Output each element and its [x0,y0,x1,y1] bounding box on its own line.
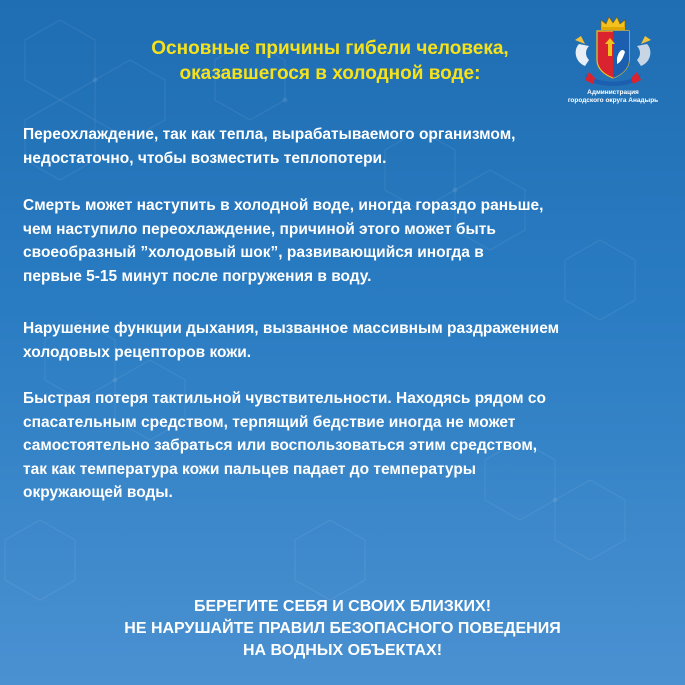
paragraph-line: спасательным средством, терпящий бедствие иногда не может [23,413,516,431]
paragraph-line: самостоятельно забраться или воспользоваться этим средством, [23,437,538,454]
cause-breathing-disorder-paragraph [23,317,663,364]
cause-hypothermia-paragraph [23,123,663,170]
paragraph-line: Смерть может наступить в холодной воде, иногда гораздо раньше, [23,197,544,214]
safety-appeal-line: НА ВОДНЫХ ОБЪЕКТАХ! [242,642,443,659]
administration-caption-line: городского округа Анадырь [567,97,659,104]
paragraph-line: Нарушение функции дыхания, вызванное массивным раздражением [23,320,560,337]
paragraph-line: так как температура кожи пальцев падает до температуры [23,460,477,478]
administration-logo [555,14,671,106]
administration-caption-line: Администрация [587,89,639,96]
administration-caption [555,89,671,105]
paragraph-line: Переохлаждение, так как тепла, вырабатываемого организмом, [23,126,516,143]
page-title-line: Основные причины гибели человека, [151,38,509,59]
safety-appeal [40,596,645,662]
paragraph-line: холодовых рецепторов кожи. [23,343,252,361]
paragraph-line: недостаточно, чтобы возместить теплопотери. [23,149,387,167]
paragraph-line: окружающей воды. [23,484,173,501]
page-title [110,36,550,86]
page-title-line: оказавшегося в холодной воде: [179,63,481,84]
safety-appeal-line: НЕ НАРУШАЙТЕ ПРАВИЛ БЕЗОПАСНОГО ПОВЕДЕНИЯ [124,620,561,637]
anadyr-coat-of-arms-icon [565,14,661,88]
paragraph-line: чем наступило переохлаждение, причиной этого может быть [23,220,496,238]
cause-cold-shock-paragraph [23,194,663,288]
safety-appeal-line: БЕРЕГИТЕ СЕБЯ И СВОИХ БЛИЗКИХ! [193,598,492,615]
paragraph-line: первые 5-15 минут после погружения в воду. [23,267,372,285]
paragraph-line: Быстрая потеря тактильной чувствительности. Находясь рядом со [23,390,546,407]
cause-tactile-loss-paragraph [23,387,663,505]
paragraph-line: своеобразный ”холодовый шок”, развивающийся иногда в [23,244,484,261]
